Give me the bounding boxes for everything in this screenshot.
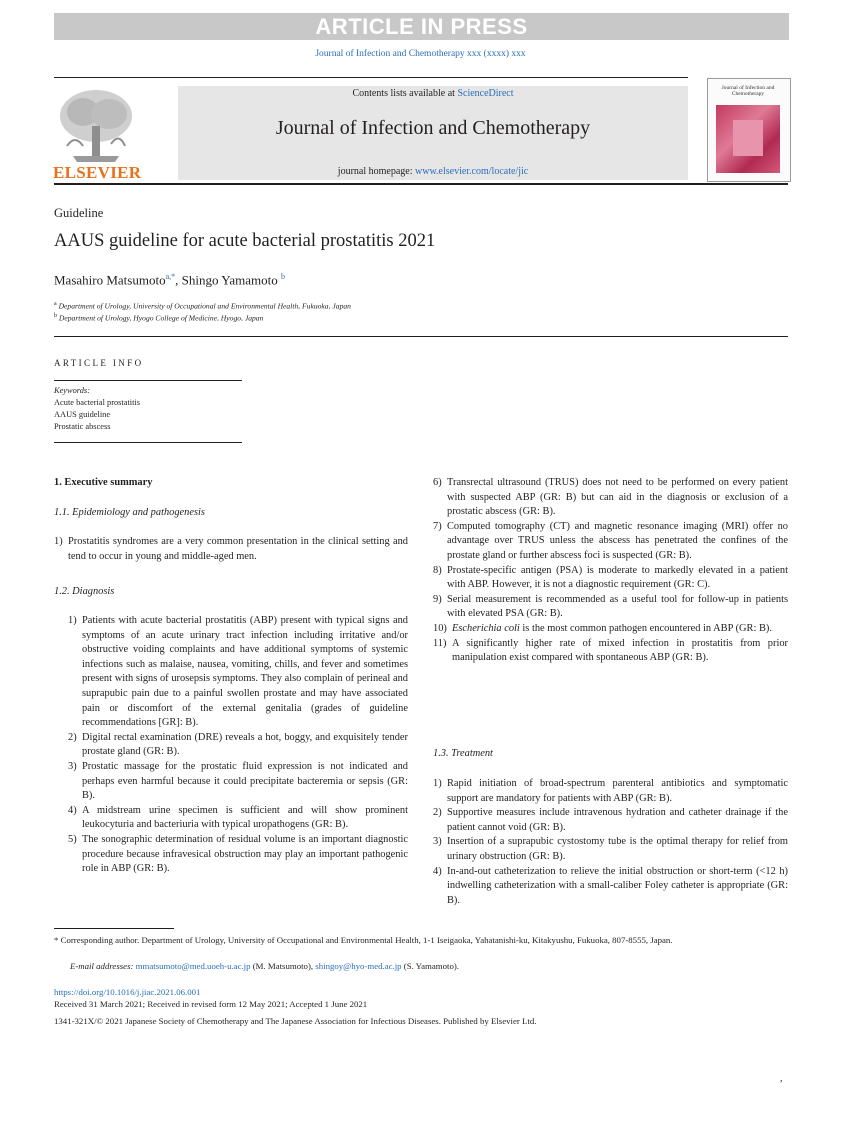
masthead-top-rule — [54, 77, 688, 78]
list-item-number: 10) — [433, 622, 447, 634]
contents-line — [178, 88, 688, 99]
list-item-number: 1) — [433, 778, 442, 789]
epidemiology-list — [54, 535, 408, 564]
list-item-number: 5) — [68, 833, 77, 845]
list-item-text: A significantly higher rate of mixed infection in prostatitis from prior manipulation exist compared with spontaneous ABP (GR: B). — [452, 637, 788, 664]
list-item-text: Computed tomography (CT) and magnetic resonance imaging (MRI) offer no advantage over TRUS unless the abscess has penetrated the confines of the prostate gland or further abscess foci is suspected (GR: B). — [447, 520, 788, 561]
list-item-text: The sonographic determination of residual volume is an important diagnostic procedure because infravesical obstruction may play an important pathogenic role in ABP (GR: B). — [82, 833, 408, 875]
footnote-rule — [54, 928, 174, 929]
affiliation-mark: a — [54, 301, 57, 307]
homepage-link[interactable]: www.elsevier.com/locate/jic — [415, 166, 529, 177]
email-link[interactable]: shingoy@hyo-med.ac.jp — [315, 961, 402, 971]
email-label: E-mail addresses: — [70, 961, 134, 971]
article-in-press-banner: ARTICLE IN PRESS — [54, 13, 789, 40]
list-item-number: 1) — [54, 536, 63, 547]
list-item — [68, 760, 408, 804]
corresponding-author-note — [54, 934, 788, 947]
list-item-number: 7) — [433, 520, 442, 532]
list-item-text: Serial measurement is recommended as a useful tool for follow-up in patients with elevated PSA (GR: B). — [447, 593, 788, 620]
contents-prefix: Contents lists available at — [352, 88, 455, 99]
page-mark: , — [780, 1073, 783, 1084]
header-divider — [54, 336, 788, 337]
keyword: AAUS guideline — [54, 410, 111, 419]
history-dates: Received 31 March 2021; Received in revised form 12 May 2021; Accepted 1 June 2021 — [54, 999, 368, 1009]
list-item-number: 3) — [68, 760, 77, 772]
list-item-text — [452, 622, 788, 637]
journal-citation-link[interactable]: Journal of Infection and Chemotherapy xxx (xxxx) xxx — [315, 49, 526, 59]
list-item — [433, 777, 788, 806]
affiliation-text: Department of Urology, University of Occupational and Environmental Health, Fukuoka, Japan — [58, 301, 351, 311]
list-item-text: In-and-out catheterization to relieve the initial obstruction or short-term (<12 h) indwelling catheterization with a small-caliber Foley catheter is appropriate (GR: B). — [447, 865, 788, 906]
corresponding-text: * Corresponding author. Department of Urology, University of Occupational and Environmental Health, 1-1 Iseigaoka, Yahatanishi-ku, Kitakyushu, Fukuoka, 807-8555, Japan. — [54, 935, 673, 945]
keyword: Acute bacterial prostatitis — [54, 398, 141, 407]
species-name: Escherichia coli — [452, 622, 520, 634]
keyword: Prostatic abscess — [54, 422, 111, 431]
masthead-bottom-rule — [54, 183, 788, 185]
subsection-heading: 1.1. Epidemiology and pathogenesis — [54, 507, 205, 518]
copyright-line: 1341-321X/© 2021 Japanese Society of Chemotherapy and The Japanese Association for Infectious Diseases. Published by Elsevier Ltd. — [54, 1016, 537, 1026]
list-item — [68, 804, 408, 833]
author-affil-mark[interactable]: b — [280, 272, 285, 281]
list-item — [433, 622, 788, 637]
list-item — [433, 593, 788, 622]
list-item-number: 4) — [68, 804, 77, 816]
list-item-number: 6) — [433, 477, 442, 488]
article-info-rule — [54, 442, 242, 443]
list-item-number: 3) — [433, 836, 442, 848]
list-item-text: Insertion of a suprapubic cystostomy tube is the optimal therapy for relief from urinary obstruction (GR: B). — [447, 836, 788, 862]
list-item — [433, 476, 788, 520]
subsection-heading: 1.3. Treatment — [433, 748, 493, 759]
article-info-rule — [54, 380, 242, 381]
list-item-number: 2) — [68, 731, 77, 743]
list-item-number: 1) — [68, 615, 77, 626]
section-heading: 1. Executive summary — [54, 477, 153, 488]
list-item-number: 4) — [433, 865, 442, 877]
author-separator: , — [175, 272, 179, 288]
list-item — [433, 637, 788, 666]
author-name[interactable]: Masahiro Matsumoto — [54, 272, 166, 288]
journal-title: Journal of Infection and Chemotherapy — [275, 117, 591, 139]
keywords-label: Keywords: — [54, 386, 90, 395]
publisher-name: ELSEVIER — [53, 163, 142, 182]
sciencedirect-link[interactable]: ScienceDirect — [457, 88, 514, 99]
list-item — [68, 833, 408, 877]
treatment-list — [433, 777, 788, 908]
affiliation-a — [54, 301, 351, 311]
subsection-heading: 1.2. Diagnosis — [54, 586, 115, 597]
email-link[interactable]: mmatsumoto@med.uoeh-u.ac.jp — [135, 961, 251, 971]
list-item-text: Digital rectal examination (DRE) reveals a hot, boggy, and exquisitely tender prostate gland (GR: B). — [82, 731, 408, 758]
list-item-text: Supportive measures include intravenous hydration and catheter drainage if the patient cannot void (GR: B). — [447, 807, 788, 833]
list-item-text: Prostatic massage for the prostatic fluid expression is not indicated and perhaps even harmful because it could precipitate bacteremia or sepsis (GR: B). — [82, 760, 408, 802]
affiliation-b — [54, 313, 263, 323]
diagnosis-list-continued — [433, 476, 788, 666]
list-item-text-rest: is the most common pathogen encountered in ABP (GR: B). — [519, 622, 772, 634]
email-owner: (S. Yamamoto). — [403, 961, 460, 971]
article-info-heading: ARTICLE INFO — [54, 358, 144, 368]
list-item-number: 9) — [433, 593, 442, 605]
cover-title: Journal of Infection and Chemotherapy — [721, 85, 775, 97]
affiliation-text: Department of Urology, Hyogo College of Medicine, Hyogo, Japan — [58, 313, 264, 323]
list-item — [433, 865, 788, 909]
author-affil-mark[interactable]: a,* — [165, 272, 176, 281]
author-name[interactable]: Shingo Yamamoto — [181, 272, 278, 288]
list-item — [433, 806, 788, 835]
list-item-text: Transrectal ultrasound (TRUS) does not need to be performed on every patient with suspected ABP (GR: B) but can aid in the diagnosis or exclusion of a prostatic abscess (GR: B). — [447, 477, 788, 518]
list-item-text: Prostate-specific antigen (PSA) is moderate to markedly elevated in a patient with ABP. However, it is not a diagnostic requirement (GR: C). — [447, 564, 788, 591]
list-item-text: Patients with acute bacterial prostatitis (ABP) present with typical signs and symptoms of an acute urinary tract infection including irritative and/or obstructive voiding complaints and have additional symptoms of systemic infections such as malaise, nausea, vomiting, chills, and fever and sometimes present with signs of urosepsis symptoms. They also complain of perineal and suprapubic pain due to a painful swollen prostate and may have associated pain or discomfort of the external genitalia (grades of guideline recommendations [GR]: B). — [82, 615, 408, 729]
email-line — [70, 960, 788, 973]
article-type: Guideline — [54, 206, 104, 220]
list-item — [54, 535, 408, 564]
homepage-prefix: journal homepage: — [337, 166, 413, 177]
email-owner: (M. Matsumoto), — [252, 961, 314, 971]
list-item-number: 8) — [433, 564, 442, 576]
list-item-number: 2) — [433, 807, 442, 819]
doi-text[interactable]: https://doi.org/10.1016/j.jiac.2021.06.001 — [54, 987, 201, 997]
list-item — [68, 731, 408, 760]
list-item-text: Rapid initiation of broad-spectrum parenteral antibiotics and symptomatic support are mandatory for patients with ABP (GR: B). — [447, 778, 788, 804]
diagnosis-list — [68, 614, 408, 877]
journal-homepage — [178, 166, 688, 177]
list-item-text: Prostatitis syndromes are a very common presentation in the clinical setting and tend to occur in young and middle-aged men. — [68, 536, 408, 562]
cover-art-center — [733, 120, 763, 156]
list-item — [433, 520, 788, 564]
list-item-number: 11) — [433, 637, 447, 649]
affiliation-mark: b — [54, 313, 57, 319]
article-title: AAUS guideline for acute bacterial prostatitis 2021 — [54, 231, 436, 251]
list-item-text: A midstream urine specimen is sufficient and will show prominent leukocyturia and bacteriuria with typical uropathogens (GR: B). — [82, 804, 408, 831]
list-item — [433, 835, 788, 864]
list-item — [433, 564, 788, 593]
author-list — [54, 272, 285, 288]
list-item — [68, 614, 408, 731]
